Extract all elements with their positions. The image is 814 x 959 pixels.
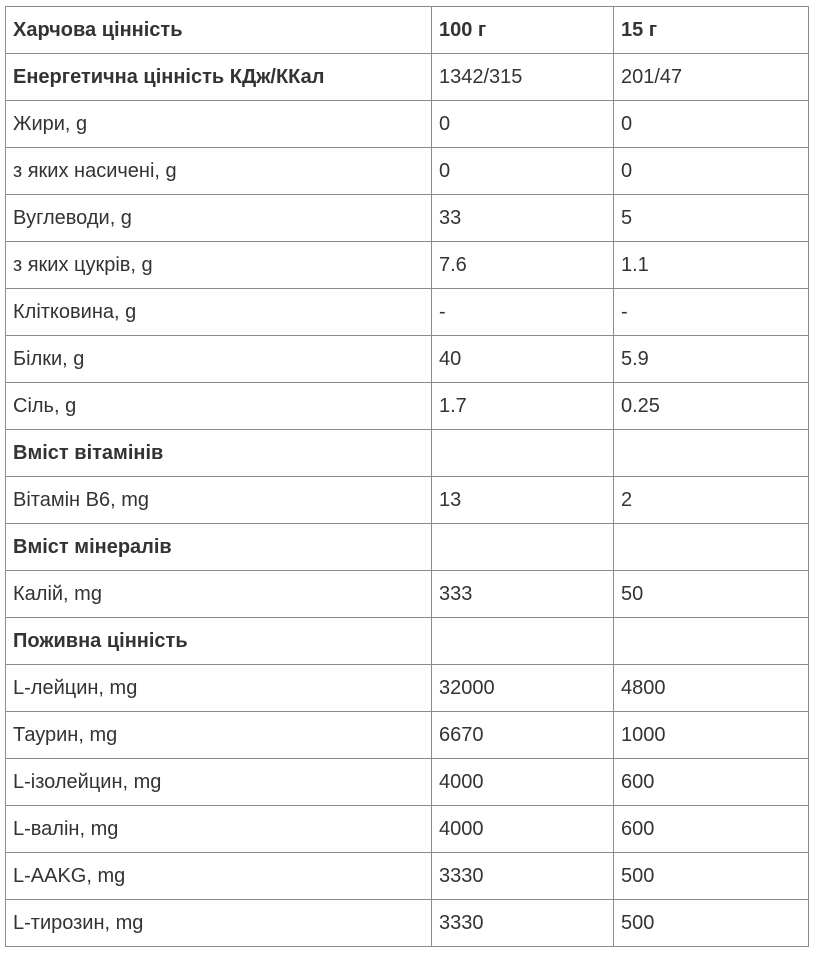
header-nutrition-value: Харчова цінність: [6, 7, 432, 54]
row-value-15g: 500: [614, 900, 809, 947]
row-value-100g: 33: [432, 195, 614, 242]
row-label: з яких насичені, g: [6, 148, 432, 195]
row-label: L-лейцин, mg: [6, 665, 432, 712]
row-value-15g: -: [614, 289, 809, 336]
table-row: [6, 430, 809, 477]
row-label: Сіль, g: [6, 383, 432, 430]
row-value-15g: 50: [614, 571, 809, 618]
row-label: Вуглеводи, g: [6, 195, 432, 242]
row-label: Вміст мінералів: [6, 524, 432, 571]
row-label: Вміст вітамінів: [6, 430, 432, 477]
row-value-100g: 13: [432, 477, 614, 524]
row-value-15g: 5: [614, 195, 809, 242]
row-value-100g: [432, 618, 614, 665]
row-label: L-ізолейцин, mg: [6, 759, 432, 806]
row-label: L-валін, mg: [6, 806, 432, 853]
row-value-15g: 1.1: [614, 242, 809, 289]
header-per-15g: 15 г: [614, 7, 809, 54]
row-label: Жири, g: [6, 101, 432, 148]
row-label: Клітковина, g: [6, 289, 432, 336]
row-value-100g: 7.6: [432, 242, 614, 289]
row-value-100g: 1342/315: [432, 54, 614, 101]
row-label: L-тирозин, mg: [6, 900, 432, 947]
row-value-100g: 0: [432, 101, 614, 148]
row-value-15g: 500: [614, 853, 809, 900]
table-row: [6, 101, 809, 148]
nutrition-table: [5, 6, 809, 947]
row-value-15g: [614, 618, 809, 665]
row-value-100g: 4000: [432, 759, 614, 806]
row-label: Вітамін В6, mg: [6, 477, 432, 524]
row-value-15g: 600: [614, 759, 809, 806]
row-value-100g: 4000: [432, 806, 614, 853]
row-value-100g: 333: [432, 571, 614, 618]
row-value-100g: [432, 430, 614, 477]
row-value-100g: 3330: [432, 900, 614, 947]
table-row: [6, 195, 809, 242]
row-value-15g: 1000: [614, 712, 809, 759]
row-value-15g: [614, 430, 809, 477]
row-value-15g: 0: [614, 101, 809, 148]
table-row: [6, 571, 809, 618]
table-row: [6, 383, 809, 430]
row-value-100g: 1.7: [432, 383, 614, 430]
table-row: [6, 477, 809, 524]
row-value-100g: [432, 524, 614, 571]
row-label: Білки, g: [6, 336, 432, 383]
row-value-100g: 40: [432, 336, 614, 383]
row-value-15g: 600: [614, 806, 809, 853]
row-label: з яких цукрів, g: [6, 242, 432, 289]
row-value-100g: 6670: [432, 712, 614, 759]
table-row: [6, 712, 809, 759]
table-row: [6, 289, 809, 336]
row-label: Калій, mg: [6, 571, 432, 618]
table-row: [6, 524, 809, 571]
nutrition-table-body: [6, 7, 809, 947]
table-row: [6, 148, 809, 195]
table-row: [6, 806, 809, 853]
row-value-15g: 0: [614, 148, 809, 195]
table-row: [6, 759, 809, 806]
table-row: [6, 618, 809, 665]
row-label: Енергетична цінність КДж/ККал: [6, 54, 432, 101]
table-header-row: [6, 7, 809, 54]
table-row: [6, 54, 809, 101]
row-value-15g: [614, 524, 809, 571]
row-value-15g: 0.25: [614, 383, 809, 430]
row-label: Таурин, mg: [6, 712, 432, 759]
table-row: [6, 665, 809, 712]
row-value-15g: 201/47: [614, 54, 809, 101]
table-row: [6, 242, 809, 289]
table-row: [6, 336, 809, 383]
row-label: L-AAKG, mg: [6, 853, 432, 900]
table-row: [6, 853, 809, 900]
row-value-15g: 5.9: [614, 336, 809, 383]
row-value-100g: 0: [432, 148, 614, 195]
row-label: Поживна цінність: [6, 618, 432, 665]
row-value-15g: 4800: [614, 665, 809, 712]
row-value-100g: 32000: [432, 665, 614, 712]
table-row: [6, 900, 809, 947]
row-value-15g: 2: [614, 477, 809, 524]
row-value-100g: -: [432, 289, 614, 336]
header-per-100g: 100 г: [432, 7, 614, 54]
row-value-100g: 3330: [432, 853, 614, 900]
